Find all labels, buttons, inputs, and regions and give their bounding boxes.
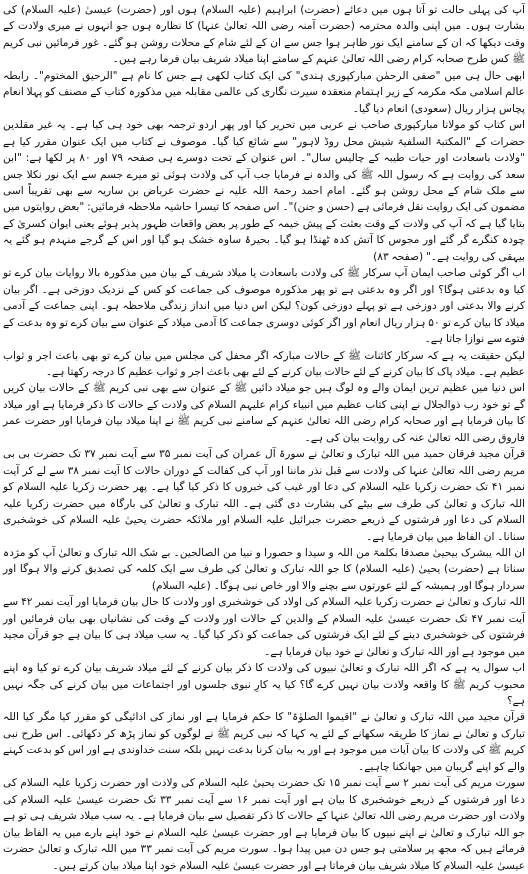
paragraph-6: اس دنیا میں عظیم ترین ایمان والے وہ لوگ ہیں جو میلاد دائیں ﷺ کے عنوان سے بھی نبی کریم ﷺ کے حالات بیان کریں گے تو خود رب ذوالجلال نے اپنی کتاب عظیم میں انبیاء کرام علیہم السلام کی ولادت کے حالات کا ذکر فرمایا ہے اور میلاد کا بیان فرمایا ہے اور صحابہ کرام رضی اللہ تعالیٰ عنہم کے سامنے نبی کریم ﷺ نے اپنا میلاد بیان فرمایا اور حضرت عمر فاروق رضی اللہ تعالیٰ عنہ کی روایت بیان کی ہے۔: [3, 382, 525, 444]
paragraph-12: سورت مریم کی آیت نمبر ۲ سے آیت نمبر ۱۵ تک حضرت یحییٰ علیہ السلام کی ولادت اور حضرت زکریا علیہ السلام کی دعا اور فرشتوں کے ذریعے خوشخبری کا بیان ہے اور آیت نمبر ۱۶ سے آیت نمبر ۳۳ تک حضرت عیسیٰ علیہ السلام کی ولادت اور حضرت مریم رضی اللہ تعالیٰ عنہا کے حالات کا ذکر تفصیل سے بیان فرمایا ہے۔ یہ سب میلاد شریف ہی تو ہے جو اللہ تبارک و تعالیٰ نے اپنے نبیوں کا بیان فرمایا ہے اور حضرت عیسیٰ علیہ السلام نے خود اپنے بارے میں یہ الفاظ بیان فرمائے ہیں کہ مجھ پر سلامتی ہو جس دن میں پیدا ہوا۔ سورت مریم کی آیت نمبر ۳۳ میں اللہ تبارک و تعالیٰ حضرت عیسیٰ علیہ السلام کا میلاد شریف بیان فرماتا ہے اور حضرت عیسیٰ علیہ السلام خود اپنا میلاد بیان کرتے ہیں۔: [3, 777, 526, 872]
paragraph-5: لیکن حقیقت یہ ہے کہ سرکار کائنات ﷺ کے حالات مبارکہ اگر محفل کی مجلس میں بیان کرے تو بھی باعث اجر و ثواب عظیم ہے۔ میلاد پاک کا بیان کرنے کے لئے حالات بیان کرنے کے لئے بھی باعث اجر و ثواب عظیم کا درجہ رکھتا ہے۔: [3, 349, 525, 378]
paragraph-2: ابھی حال ہی میں "صفی الرحمٰن مبارکپوری ہندی" کی ایک کتاب لکھی ہے جس کا نام ہے "الرحیق المختوم"۔ رابطہ عالم اسلامی مکہ مکرمہ کے زیر اہتمام منعقدہ سیرت نگاری کی عالمی مقابلہ میں مذکورہ کتاب کے مصنف کو پہلا انعام پچاس ہزار ریال (سعودی) انعام دیا گیا۔: [3, 69, 525, 115]
paragraph-11: قرآن مجید میں اللہ تبارک و تعالیٰ نے "اقیموا الصلوٰۃ" کا حکم فرمایا ہے اور نماز کی ادائیگی کو مقرر کیا مگر کیا اللہ تبارک و تعالیٰ نے نماز کا طریقہ سکھانے کے لئے یہ کہا کہ نبی کریم ﷺ نے لوگوں کو نماز پڑھ کر دکھائی۔ اس طرح نبی کریم ﷺ کی ولادت کا بیان آیات میں موجود ہے اور یہ بیان کرنا بدعت نہیں بلکہ سنت خداوندی ہے اور اس کو بدعت کہنے والے کو اپنے گریبان میں جھانکنا چاہیے۔: [2, 711, 525, 773]
paragraph-4: اب اگر کوئی صاحب ایمان آپ سرکار ﷺ کی ولادت باسعادت یا میلاد شریف کے بیان میں مذکورہ بالا روایات بیان کرے تو کیا وہ بدعتی ہوگا؟ اور اگر وہ بدعتی ہے تو پھر مذکورہ موصوف کی جماعت کو کس کے نزدیک دوزخی ہے۔ اگر بیان کرنے والا بدعتی اور دوزخی ہے تو پہلے دوزخی کون؟ لیکن اس دنیا میں انداز زندگی ملاحظہ ہو۔ اپنی جماعت کے آدمی میلاد کا بیان کرے تو ۵۰ ہزار ریال انعام اور اگر کوئی دوسری جماعت کا آدمی میلاد کے عنوان سے بیان کرے تو وہ بدعت کے فتوے سے نوازا جاتا ہے۔: [3, 267, 525, 346]
paragraph-3: اس کتاب کو مولانا مبارکپوری صاحب نے عربی میں تحریر کیا اور پھر اردو ترجمہ بھی خود ہی کیا ہے۔ یہ غیر مقلدین حضرات کے "المکتبۃ السلفیۃ شیش محل روڈ لاہور" سے شائع کیا گیا۔ موصوف نے کتاب میں ایک عنوان مقرر کیا ہے "ولادت باسعادت اور حیات طیبہ کے چالیس سال"۔ اس عنوان کے تحت دوسرے ہی صفحہ ۷۹ اور ۸۰ پر لکھا ہے: "ابن سعد کی روایت ہے کہ رسول اللہ ﷺ کی والدہ نے فرمایا جب آپ کی ولادت ہوئی تو میرے جسم سے ایک نور نکلا جس سے ملک شام کے محل روشن ہو گئے۔ امام احمد رحمۃ اللہ علیہ نے حضرت عرباض بن ساریہ سے بھی تقریباً اسی مضمون کی ایک روایت نقل فرمائی ہے (حسن و جنن)"۔ اس صفحہ کا تیسرا حاشیہ ملاحظہ فرمائیں: "بعض روایتوں میں بتایا گیا ہے کہ آپ کی ولادت کے وقت بعثت کے پیش خیمہ کے طور پر بعض واقعات ظہور پذیر ہوئے یعنی ایوان کسریٰ کے چودہ کنگرے گر گئے اور مجوس کا آتش کدہ ٹھنڈا ہو گیا۔ بحیرۂ ساوہ خشک ہو گیا اور اس کے گرجے منہدم ہو گئے یہ بیہقی کی روایت ہے۔" (صفحہ ۸۳): [3, 119, 525, 263]
paragraph-7: قرآن مجید فرقان حمید میں اللہ تبارک و تعالیٰ نے سورۃ آل عمران کی آیت نمبر ۳۵ سے آیت نمبر ۳۷ تک حضرت بی بی مریم رضی اللہ تعالیٰ عنہا کی ولادت سے قبل نذر ماننا اور آپ کی کفالت کے دوران حالات کا آیت نمبر ۳۸ سے لے کر آیت نمبر ۴۱ تک حضرت زکریا علیہ السلام کی دعا اور غیب کی خبروں کا ذکر کیا گیا ہے۔ پھر حضرت زکریا علیہ السلام کو اللہ تبارک و تعالیٰ کی طرف سے بیٹے کی بشارت دی گئی ہے۔ اللہ تبارک و تعالیٰ کی بارگاہ میں حضرت زکریا علیہ السلام کی دعا اور فرشتوں کے ذریعے حضرت جبرائیل علیہ السلام اور ملائکہ حضرت یحییٰ علیہ السلام کی خوشخبری سنانا۔ ان الفاظ میں بیان فرمایا ہے۔: [3, 448, 526, 543]
paragraph-9: اللہ تبارک و تعالیٰ نے حضرت زکریا علیہ السلام کی اولاد کی خوشخبری اور ولادت کا حال بیان فرمایا اور آیت نمبر ۴۲ سے آیت نمبر ۴۷ تک حضرت عیسیٰ علیہ السلام کے والدین کے حالات اور ولادت کے وقت کی نشانیاں بھی بیان فرمائیں اور فرشتوں کی خوشخبری دینے کے لئے ایک فرشتوں کی جماعت کو ذکر کیا گیا۔ یہ سب میلاد ہی کا بیان ہے جو قرآن مجید میں موجود ہے اور اللہ تبارک و تعالیٰ نے خود بیان فرمایا ہے۔: [3, 596, 525, 658]
paragraph-8: ان اللہ یبشرک بیحییٰ مصدقا بکلمۃ من اللہ و سیدا و حصورا و نبیا من الصالحین۔ بے شک اللہ تبارک و تعالیٰ آپ کو مژدہ سناتا ہے (حضرت) یحییٰ (علیہ السلام) کا جو اللہ تبارک و تعالیٰ کی طرف سے ایک کلمہ کی تصدیق کرنے والا ہوگا اور سردار ہوگا اور ہمیشہ کے لئے عورتوں سے بچنے والا اور خاص نبی ہوگا۔ (علیہ السلام): [3, 546, 525, 592]
paragraph-10: اب سوال یہ ہے کہ اگر اللہ تبارک و تعالیٰ نبیوں کی ولادت کا ذکر بیان کرنے کے لئے میلاد شریف بیان کرے تو کیا وہ اپنے محبوب کریم ﷺ کا واقعہ ولادت بیان نہیں کرے گا؟ کیا یہ کارِ نبوی جلسوں اور اجتماعات میں بیان کرنے کی جگہ نہیں ہے؟: [3, 662, 525, 708]
paragraph-1: آپ کی پہلی حالت تو آتا ہوں میں دعائے (حضرت) ابراہیم (علیہ السلام) ہوں اور (حضرت) عیسیٰ (علیہ السلام) کی بشارت ہوں۔ میں اپنی والدہ محترمہ (حضرت آمنہ رضی اللہ تعالیٰ عنہا) کا نظارہ ہوں جو انہوں نے میری ولادت کے وقت دیکھا کہ ان کے سامنے ایک نور ظاہر ہوا جس سے ان کے لئے شام کے محلات روشن ہو گئے۔ غور فرمائیں نبی کریم ﷺ کس طرح صحابہ کرام رضی اللہ تعالیٰ عنہم کے سامنے اپنا میلاد شریف بیان فرما رہے ہیں۔: [3, 4, 525, 66]
